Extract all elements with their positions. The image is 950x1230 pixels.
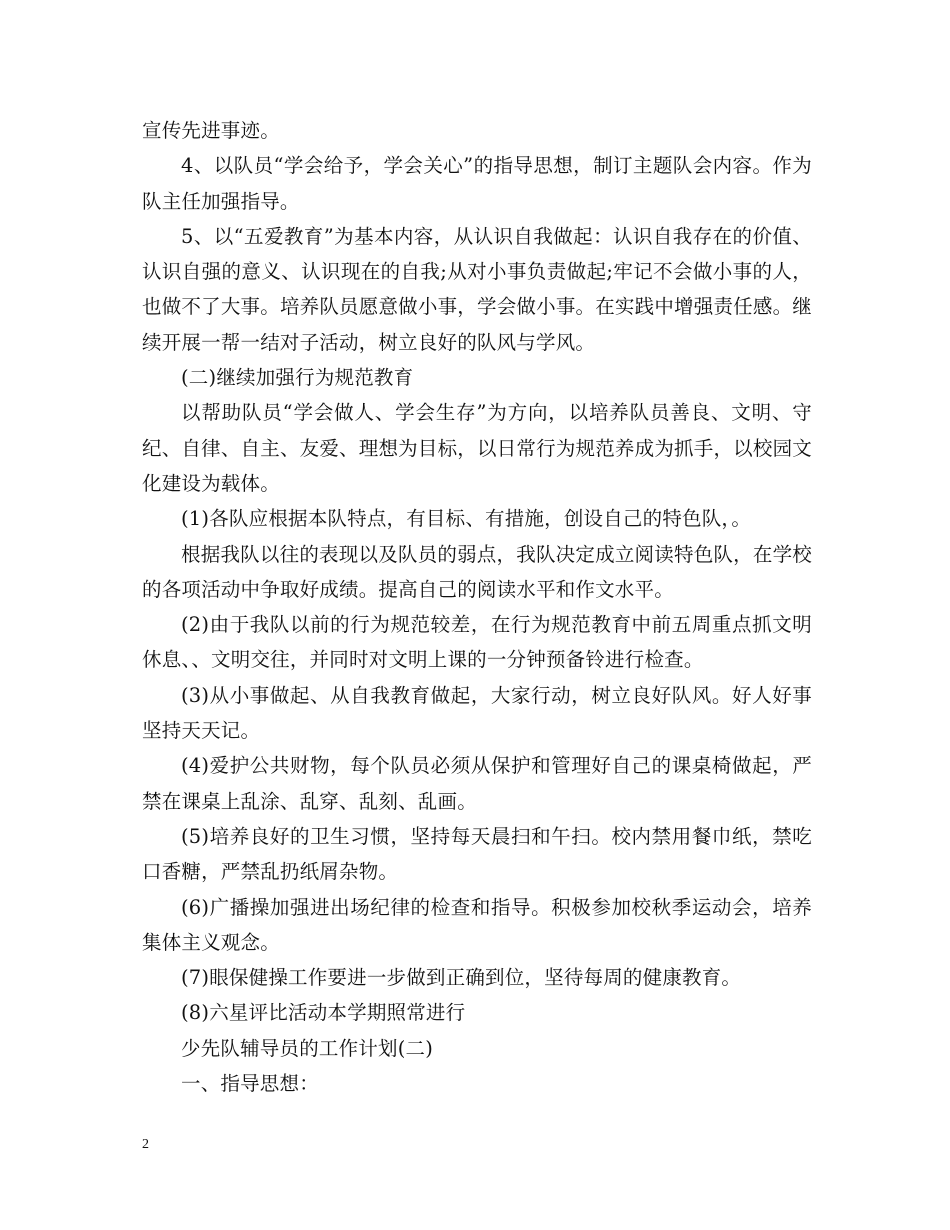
page-number: 2: [142, 1137, 149, 1152]
list-item-5: (5)培养良好的卫生习惯，坚持每天晨扫和午扫。校内禁用餐巾纸，禁吃口香糖，严禁乱扔纸屑杂物。: [142, 824, 812, 884]
paragraph-item-4: 4、以队员“学会给予，学会关心”的指导思想，制订主题队会内容。作为队主任加强指导。: [142, 154, 812, 213]
paragraph-continuation: 宣传先进事迹。: [142, 119, 280, 142]
section-heading-guiding-thought: 一、指导思想：: [181, 1072, 319, 1096]
list-item-8: (8)六星评比活动本学期照常进行: [181, 1001, 466, 1025]
paragraph-item-5: 5、以“五爱教育”为基本内容，从认识自我做起：认识自我存在的价值、认识自强的意义、认识现在的自我;从对小事负责做起;牢记不会做小事的人，也做不了大事。培养队员愿意做小事，学会做小事。在实践中增强责任感。继续开展一帮一结对子活动，树立良好的队风与学风。: [142, 224, 812, 354]
list-item-3: (3)从小事做起、从自我教育做起，大家行动，树立良好队风。好人好事坚持天天记。: [142, 683, 812, 743]
paragraph-reading-team: 根据我队以往的表现以及队员的弱点，我队决定成立阅读特色队，在学校的各项活动中争取好成绩。提高自己的阅读水平和作文水平。: [142, 542, 812, 601]
section-title-plan-two: 少先队辅导员的工作计划(二): [181, 1036, 434, 1060]
list-item-4: (4)爱护公共财物，每个队员必须从保护和管理好自己的课桌椅做起，严禁在课桌上乱涂、乱穿、乱刻、乱画。: [142, 754, 812, 813]
list-item-2: (2)由于我队以前的行为规范较差，在行为规范教育中前五周重点抓文明休息、、文明交往，并同时对文明上课的一分钟预备铃进行检查。: [142, 613, 812, 672]
list-item-7: (7)眼保健操工作要进一步做到正确到位，坚待每周的健康教育。: [181, 966, 742, 990]
list-item-1: (1)各队应根据本队特点，有目标、有措施，创设自己的特色队，。: [181, 507, 752, 531]
section-heading-behavior: (二)继续加强行为规范教育: [181, 366, 414, 390]
list-item-6: (6)广播操加强进出场纪律的检查和指导。积极参加校秋季运动会，培养集体主义观念。: [142, 895, 812, 954]
document-body: [142, 113, 812, 1101]
paragraph-behavior-intro: 以帮助队员“学会做人、学会生存”为方向，以培养队员善良、文明、守纪、自律、自主、友爱、理想为目标，以日常行为规范养成为抓手，以校园文化建设为载体。: [142, 401, 812, 495]
